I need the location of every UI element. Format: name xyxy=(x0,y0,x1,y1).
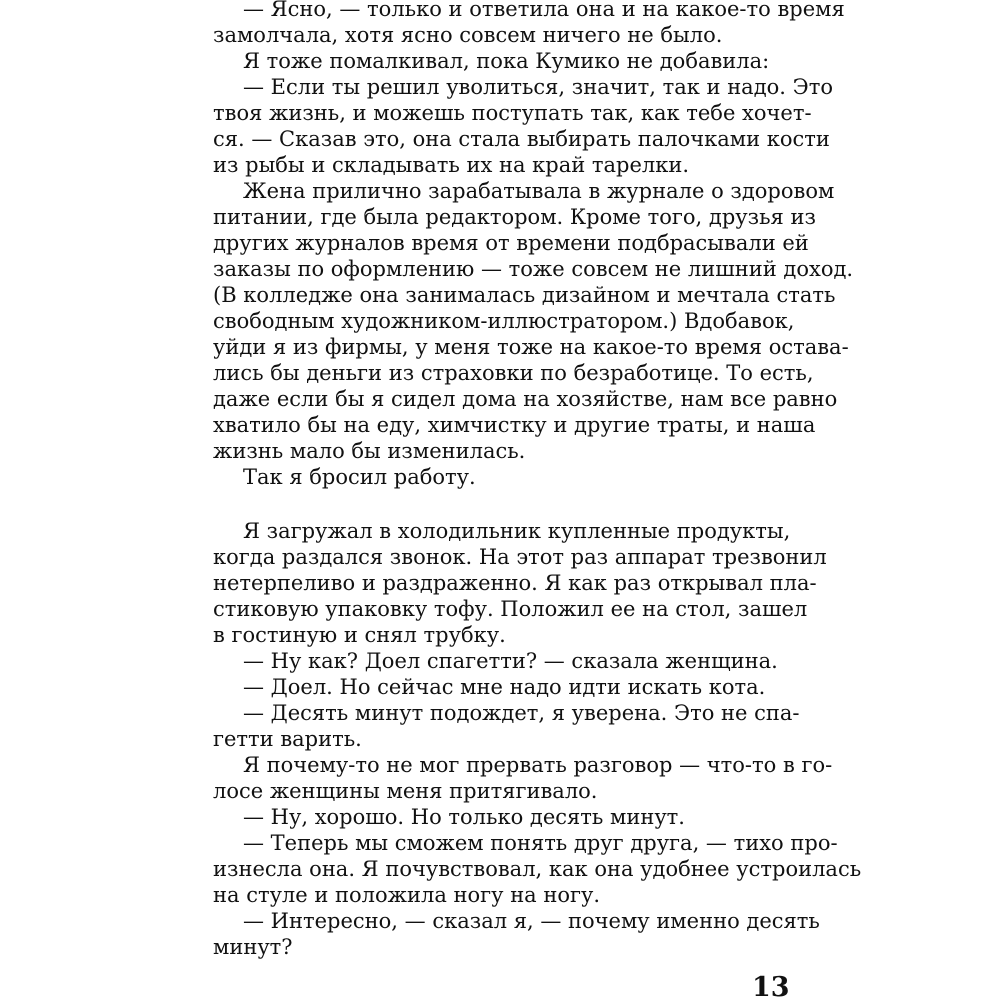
text-line: в гостиную и снял трубку. xyxy=(213,623,506,647)
text-line: — Интересно, — сказал я, — почему именно десять xyxy=(243,909,820,933)
text-line: — Теперь мы сможем понять друг друга, — тихо про- xyxy=(243,831,838,855)
text-line: лись бы деньги из страховки по безработице. То есть, xyxy=(213,361,814,385)
text-line: твоя жизнь, и можешь поступать так, как тебе хочет- xyxy=(213,101,812,125)
text-line: изнесла она. Я почувствовал, как она удобнее устроилась xyxy=(213,857,862,881)
text-line: на стуле и положила ногу на ногу. xyxy=(213,883,601,907)
text-line: замолчала, хотя ясно совсем ничего не было. xyxy=(213,23,723,47)
text-line: — Ясно, — только и ответила она и на какое-то время xyxy=(243,0,845,21)
text-line: жизнь мало бы изменилась. xyxy=(213,439,526,463)
text-line: — Десять минут подождет, я уверена. Это не спа- xyxy=(243,701,800,725)
text-line: стиковую упаковку тофу. Положил ее на стол, зашел xyxy=(213,597,808,621)
text-line: питании, где была редактором. Кроме того, друзья из xyxy=(213,205,816,229)
text-line: Я тоже помалкивал, пока Кумико не добавила: xyxy=(243,49,770,73)
text-line: — Ну, хорошо. Но только десять минут. xyxy=(243,805,685,829)
text-line: минут? xyxy=(213,935,293,959)
text-line: — Если ты решил уволиться, значит, так и надо. Это xyxy=(243,75,833,99)
text-line: Так я бросил работу. xyxy=(243,465,476,489)
text-line: хватило бы на еду, химчистку и другие траты, и наша xyxy=(213,413,816,437)
text-line: — Доел. Но сейчас мне надо идти искать кота. xyxy=(243,675,766,699)
text-line: — Ну как? Доел спагетти? — сказала женщина. xyxy=(243,649,778,673)
text-line: из рыбы и складывать их на край тарелки. xyxy=(213,153,690,177)
text-line: (В колледже она занималась дизайном и мечтала стать xyxy=(213,283,836,307)
page-number: 13 xyxy=(752,972,790,1003)
text-line: когда раздался звонок. На этот раз аппарат трезвонил xyxy=(213,545,827,569)
text-line: уйди я из фирмы, у меня тоже на какое-то время остава- xyxy=(213,335,849,359)
text-line: Я загружал в холодильник купленные продукты, xyxy=(243,519,791,543)
text-line: Я почему-то не мог прервать разговор — что-то в го- xyxy=(243,753,833,777)
text-line: Жена прилично зарабатывала в журнале о здоровом xyxy=(243,179,835,203)
text-line: ся. — Сказав это, она стала выбирать палочками кости xyxy=(213,127,830,151)
text-line: свободным художником-иллюстратором.) Вдобавок, xyxy=(213,309,795,333)
text-line: нетерпеливо и раздраженно. Я как раз открывал пла- xyxy=(213,571,817,595)
text-line: даже если бы я сидел дома на хозяйстве, нам все равно xyxy=(213,387,838,411)
text-line: заказы по оформлению — тоже совсем не лишний доход. xyxy=(213,257,854,281)
text-line: лосе женщины меня притягивало. xyxy=(213,779,598,803)
text-line: гетти варить. xyxy=(213,727,362,751)
text-line: других журналов время от времени подбрасывали ей xyxy=(213,231,809,255)
